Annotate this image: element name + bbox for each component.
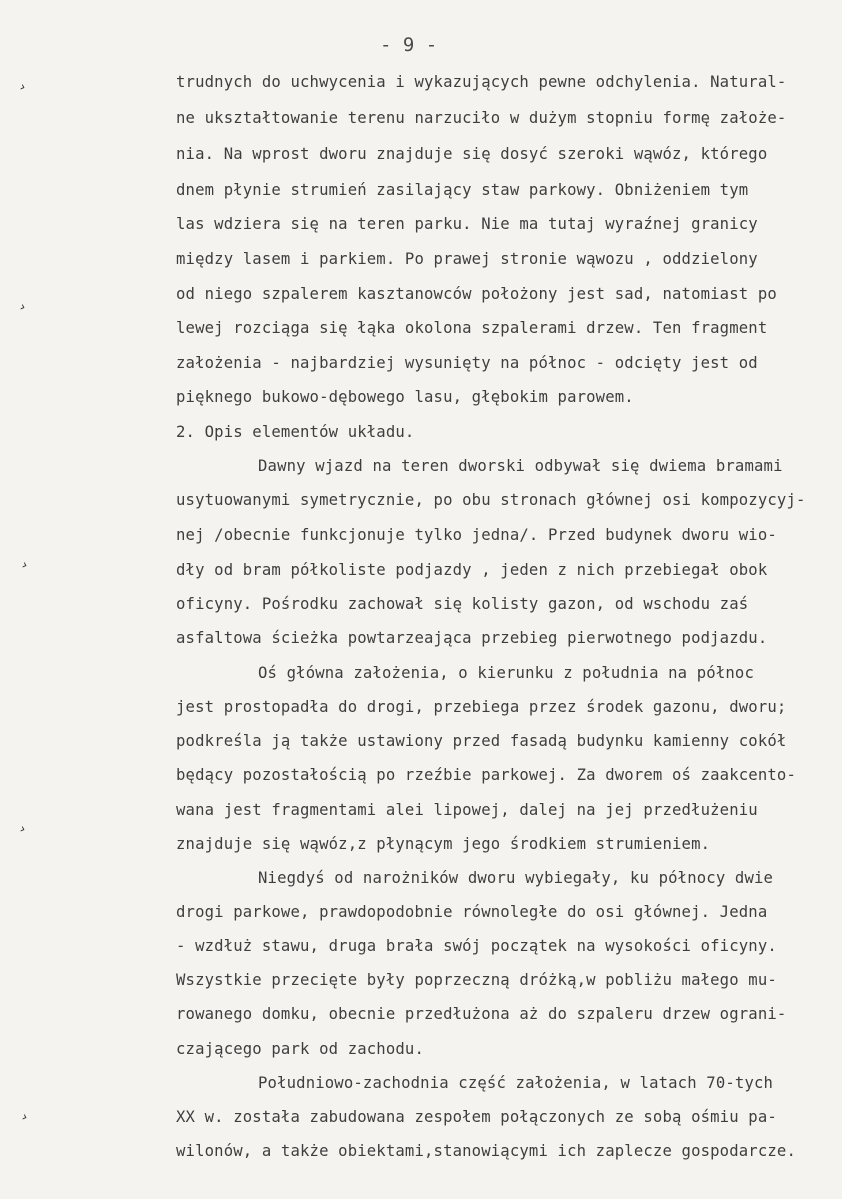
text-line: jest prostopadła do drogi, przebiega przez środek gazonu, dworu; [176, 698, 787, 716]
text-line: Oś główna założenia, o kierunku z południa na północ [258, 664, 754, 682]
margin-mark: › [17, 299, 28, 316]
text-line: wana jest fragmentami alei lipowej, dalej na jej przedłużeniu [176, 801, 758, 819]
text-line: nej /obecnie funkcjonuje tylko jedna/. Przed budynek dworu wio- [176, 526, 777, 544]
text-line: założenia - najbardziej wysunięty na północ - odcięty jest od [176, 354, 758, 372]
text-line: podkreśla ją także ustawiony przed fasadą budynku kamienny cokół [176, 732, 787, 750]
text-line: znajduje się wąwóz,z płynącym jego środkiem strumieniem. [176, 835, 711, 853]
text-line: ne ukształtowanie terenu narzuciło w dużym stopniu formę założe- [176, 109, 787, 127]
section-heading: 2. Opis elementów układu. [176, 423, 415, 441]
text-line: trudnych do uchwycenia i wykazujących pewne odchylenia. Natural- [176, 73, 787, 91]
text-line: - wzdłuż stawu, druga brała swój początek na wysokości oficyny. [176, 937, 777, 955]
margin-mark: › [19, 1109, 30, 1126]
text-line: Południowo-zachodnia część założenia, w latach 70-tych [258, 1074, 774, 1092]
margin-mark: › [17, 821, 28, 838]
text-line: drogi parkowe, prawdopodobnie równoległe do osi głównej. Jedna [176, 903, 768, 921]
text-line: lewej rozciąga się łąka okolona szpalerami drzew. Ten fragment [176, 319, 768, 337]
text-line: rowanego domku, obecnie przedłużona aż do szpaleru drzew ograni- [176, 1005, 787, 1023]
text-line: nia. Na wprost dworu znajduje się dosyć szeroki wąwóz, którego [176, 145, 768, 163]
text-line: oficyny. Pośrodku zachował się kolisty gazon, od wschodu zaś [176, 595, 749, 613]
text-line: będący pozostałością po rzeźbie parkowej. Za dworem oś zaakcento- [176, 766, 796, 784]
margin-mark: › [19, 557, 30, 574]
text-line: XX w. została zabudowana zespołem połączonych ze sobą ośmiu pa- [176, 1108, 777, 1126]
text-line: dnem płynie strumień zasilający staw parkowy. Obniżeniem tym [176, 181, 749, 199]
text-line: wilonów, a także obiektami,stanowiącymi ich zaplecze gospodarcze. [176, 1142, 796, 1160]
text-line: od niego szpalerem kasztanowców położony jest sad, natomiast po [176, 285, 777, 303]
text-line: las wdziera się na teren parku. Nie ma tutaj wyraźnej granicy [176, 215, 758, 233]
text-line: czającego park od zachodu. [176, 1040, 424, 1058]
margin-mark: › [17, 79, 28, 96]
text-line: Niegdyś od narożników dworu wybiegały, ku północy dwie [258, 869, 774, 887]
text-line: pięknego bukowo-dębowego lasu, głębokim parowem. [176, 388, 634, 406]
text-line: dły od bram półkoliste podjazdy , jeden z nich przebiegał obok [176, 561, 768, 579]
text-line: Wszystkie przecięte były poprzeczną dróżką,w pobliżu małego mu- [176, 971, 777, 989]
text-line: Dawny wjazd na teren dworski odbywał się dwiema bramami [258, 457, 783, 475]
page-number: - 9 - [380, 34, 438, 56]
text-line: usytuowanymi symetrycznie, po obu stronach głównej osi kompozycyj- [176, 491, 806, 509]
text-line: asfaltowa ścieżka powtarzeająca przebieg pierwotnego podjazdu. [176, 629, 768, 647]
text-line: między lasem i parkiem. Po prawej stronie wąwozu , oddzielony [176, 250, 758, 268]
